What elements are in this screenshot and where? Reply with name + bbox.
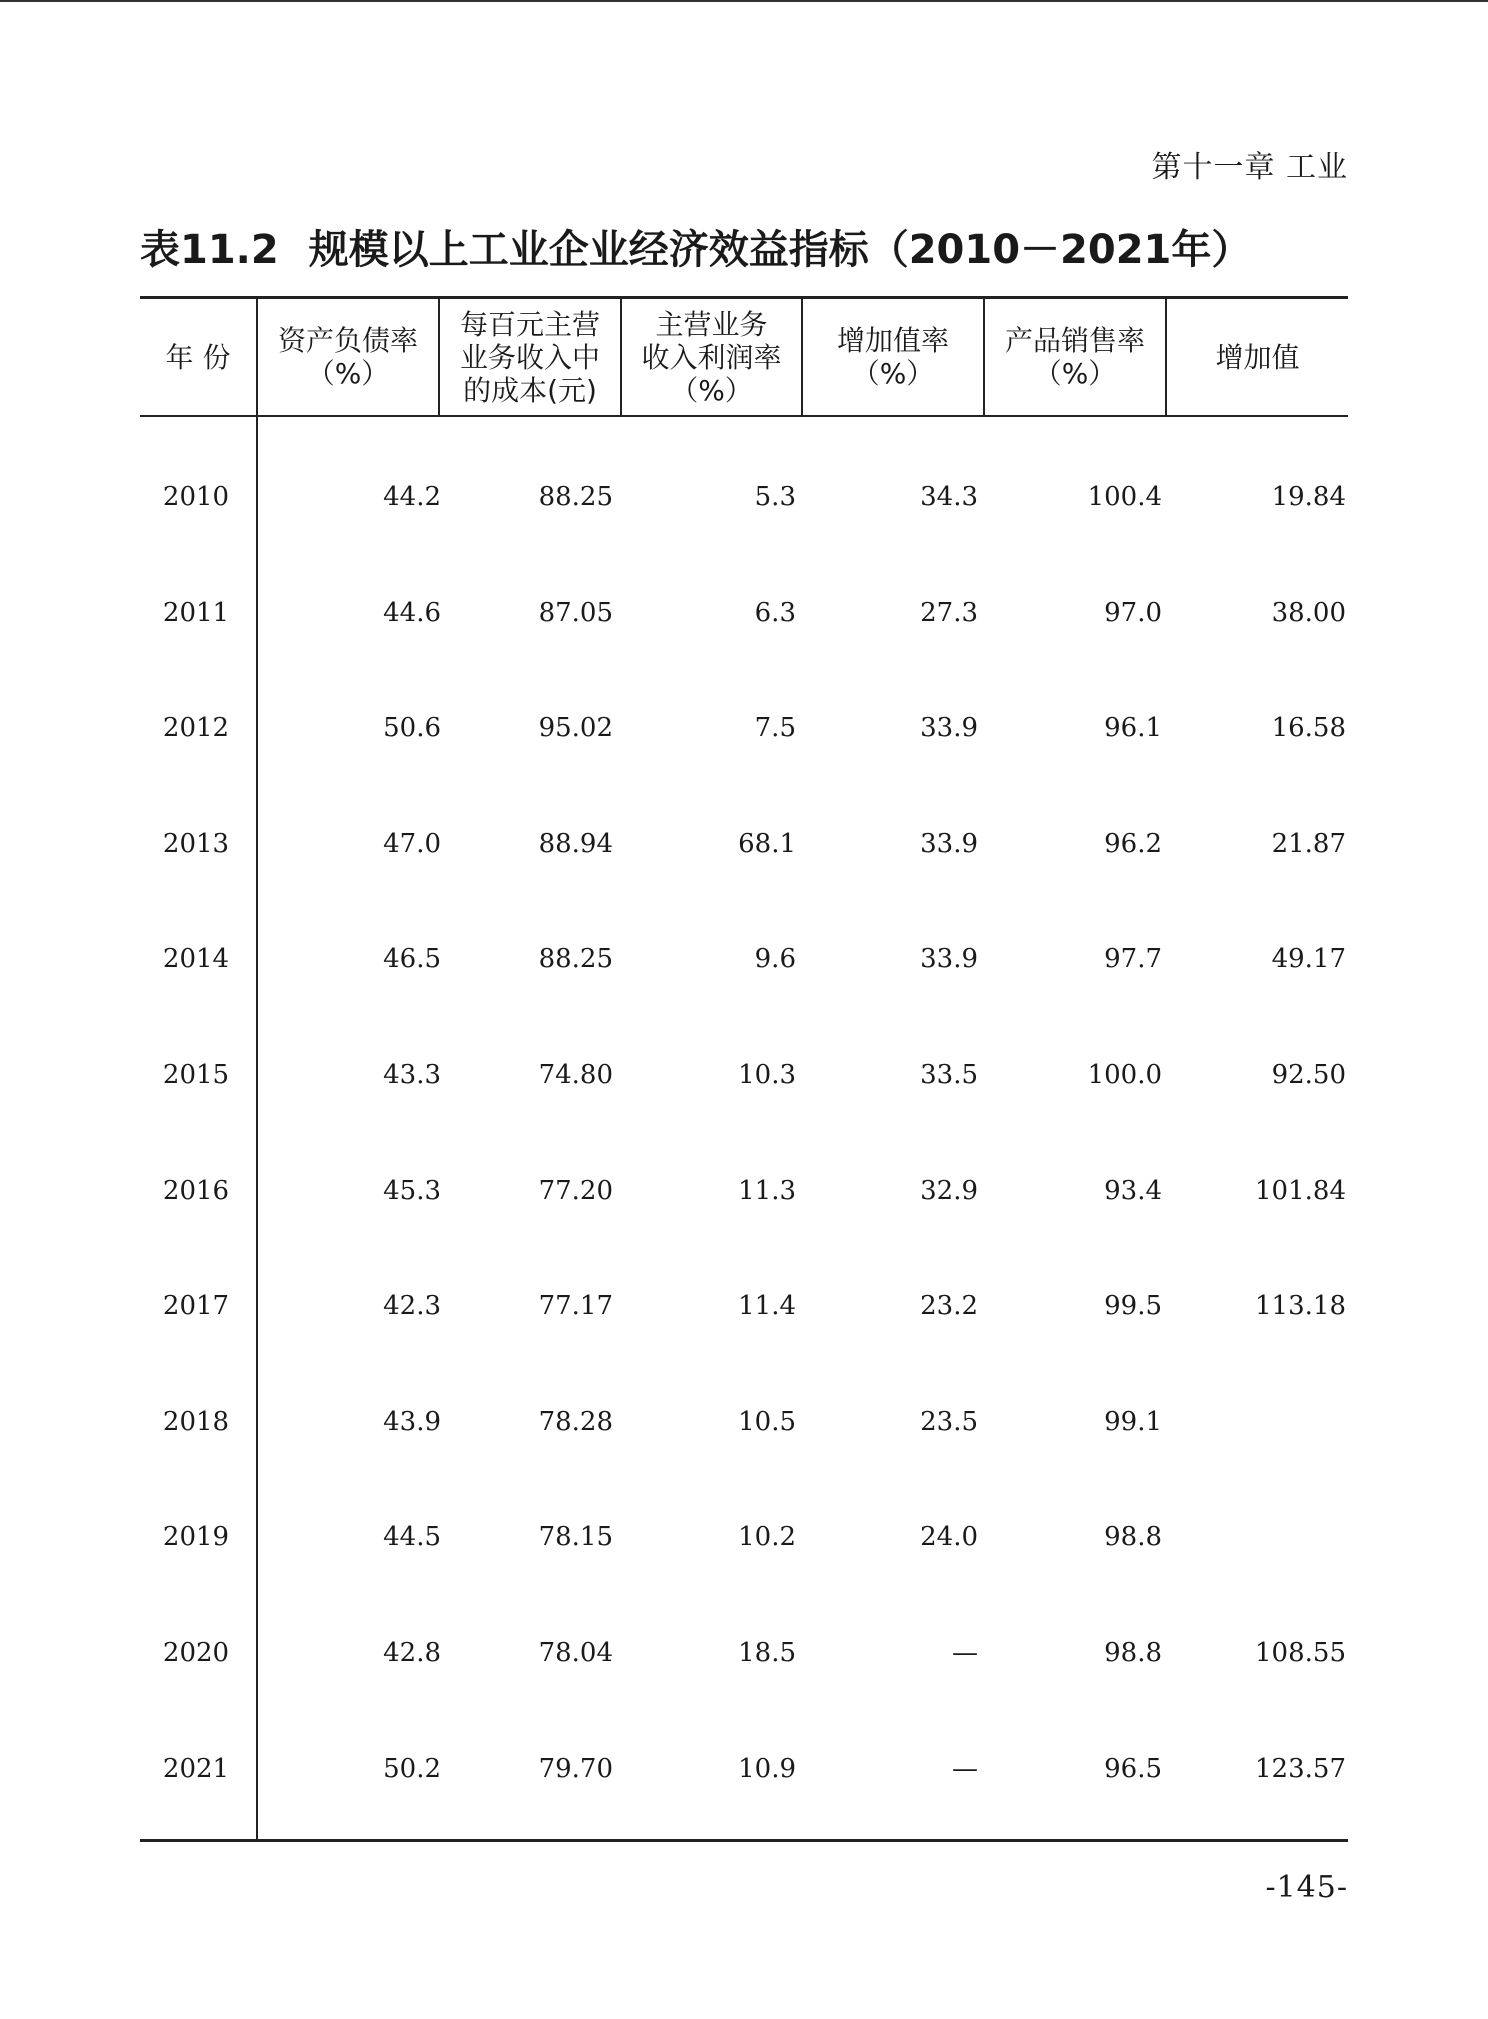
- profit-margin-cell: 6.3: [754, 598, 796, 628]
- profit-margin-cell: 7.5: [754, 713, 796, 743]
- year-cell: 2019: [162, 1522, 230, 1552]
- value-added-cell: 16.58: [1271, 713, 1346, 743]
- profit-margin-cell: 10.9: [738, 1754, 796, 1784]
- table-row: [140, 1633, 1348, 1673]
- debt-ratio-cell: 43.9: [383, 1407, 441, 1437]
- value-added-cell: 49.17: [1271, 944, 1346, 974]
- cost-cell: 88.94: [538, 829, 613, 859]
- table-row: [140, 1749, 1348, 1789]
- sales-rate-cell: 96.5: [1104, 1754, 1162, 1784]
- value-added-cell: 108.55: [1255, 1638, 1346, 1668]
- table-row: [140, 1517, 1348, 1557]
- profit-margin-cell: 68.1: [738, 829, 796, 859]
- debt-ratio-cell: 42.3: [383, 1291, 441, 1321]
- cost-cell: 78.28: [538, 1407, 613, 1437]
- sales-rate-cell: 97.7: [1104, 944, 1162, 974]
- value-added-cell: 21.87: [1271, 829, 1346, 859]
- year-cell: 2016: [162, 1176, 230, 1206]
- sales-rate-cell: 99.5: [1104, 1291, 1162, 1321]
- sales-rate-cell: 96.2: [1104, 829, 1162, 859]
- year-cell: 2010: [162, 482, 230, 512]
- cost-cell: 78.15: [538, 1522, 613, 1552]
- profit-margin-cell: 11.4: [738, 1291, 796, 1321]
- column-header-debt-ratio: 资产负债率 （%）: [277, 324, 418, 390]
- value-added-rate-cell: 33.9: [920, 944, 978, 974]
- column-header-sales-rate: 产品销售率 （%）: [1004, 324, 1145, 390]
- sales-rate-cell: 99.1: [1104, 1407, 1162, 1437]
- year-cell: 2017: [162, 1291, 230, 1321]
- cost-cell: 87.05: [538, 598, 613, 628]
- value-added-rate-cell: 32.9: [920, 1176, 978, 1206]
- column-header-value-added-rate: 增加值率 （%）: [836, 324, 949, 390]
- debt-ratio-cell: 43.3: [383, 1060, 441, 1090]
- debt-ratio-cell: 47.0: [383, 829, 441, 859]
- column-header-value-added: 增加值: [1215, 340, 1300, 374]
- year-cell: 2013: [162, 829, 230, 859]
- value-added-cell: 19.84: [1271, 482, 1346, 512]
- value-added-rate-cell: 33.9: [920, 713, 978, 743]
- sales-rate-cell: 98.8: [1104, 1638, 1162, 1668]
- cost-cell: 77.17: [538, 1291, 613, 1321]
- year-cell: 2012: [162, 713, 230, 743]
- value-added-cell: 38.00: [1271, 598, 1346, 628]
- table-row: [140, 1286, 1348, 1326]
- column-header-cost-per-hundred: 每百元主营 业务收入中 的成本(元): [459, 307, 600, 407]
- cost-cell: 77.20: [538, 1176, 613, 1206]
- column-header-profit-margin: 主营业务 收入利润率 （%）: [641, 307, 782, 407]
- sales-rate-cell: 96.1: [1104, 713, 1162, 743]
- debt-ratio-cell: 46.5: [383, 944, 441, 974]
- value-added-rate-cell: —: [952, 1638, 978, 1668]
- table-row: [140, 1055, 1348, 1095]
- column-header-year: 年 份: [165, 340, 231, 374]
- table-number: 表11.2: [140, 227, 279, 273]
- year-cell: 2014: [162, 944, 230, 974]
- sales-rate-cell: 93.4: [1104, 1176, 1162, 1206]
- profit-margin-cell: 18.5: [738, 1638, 796, 1668]
- year-cell: 2021: [162, 1754, 230, 1784]
- table-row: [140, 477, 1348, 517]
- cost-cell: 78.04: [538, 1638, 613, 1668]
- value-added-cell: 123.57: [1255, 1754, 1346, 1784]
- table-row: [140, 939, 1348, 979]
- data-table: [140, 296, 1348, 1842]
- debt-ratio-cell: 44.2: [383, 482, 441, 512]
- table-row: [140, 1402, 1348, 1442]
- value-added-rate-cell: 23.2: [920, 1291, 978, 1321]
- year-cell: 2011: [162, 598, 230, 628]
- value-added-cell: 101.84: [1255, 1176, 1346, 1206]
- debt-ratio-cell: 50.6: [383, 713, 441, 743]
- value-added-rate-cell: 27.3: [920, 598, 978, 628]
- table-bottom-rule: [140, 1839, 1348, 1842]
- profit-margin-cell: 11.3: [738, 1176, 796, 1206]
- profit-margin-cell: 9.6: [754, 944, 796, 974]
- debt-ratio-cell: 44.6: [383, 598, 441, 628]
- value-added-rate-cell: 34.3: [920, 482, 978, 512]
- value-added-rate-cell: 33.5: [920, 1060, 978, 1090]
- debt-ratio-cell: 42.8: [383, 1638, 441, 1668]
- cost-cell: 95.02: [538, 713, 613, 743]
- table-title-text: 规模以上工业企业经济效益指标（2010－2021年）: [308, 227, 1252, 273]
- sales-rate-cell: 100.4: [1087, 482, 1162, 512]
- profit-margin-cell: 5.3: [754, 482, 796, 512]
- cost-cell: 88.25: [538, 482, 613, 512]
- value-added-cell: [1186, 1402, 1346, 1442]
- value-added-rate-cell: 23.5: [920, 1407, 978, 1437]
- year-cell: 2020: [162, 1638, 230, 1668]
- profit-margin-cell: 10.5: [738, 1407, 796, 1437]
- table-row: [140, 1171, 1348, 1211]
- sales-rate-cell: 97.0: [1104, 598, 1162, 628]
- table-row: [140, 824, 1348, 864]
- value-added-rate-cell: —: [952, 1754, 978, 1784]
- value-added-rate-cell: 24.0: [920, 1522, 978, 1552]
- table-row: [140, 708, 1348, 748]
- table-row: [140, 593, 1348, 633]
- sales-rate-cell: 100.0: [1087, 1060, 1162, 1090]
- value-added-cell: [1186, 1517, 1346, 1557]
- year-cell: 2018: [162, 1407, 230, 1437]
- value-added-cell: 92.50: [1271, 1060, 1346, 1090]
- profit-margin-cell: 10.2: [738, 1522, 796, 1552]
- cost-cell: 88.25: [538, 944, 613, 974]
- table-title: [140, 218, 1251, 275]
- year-cell: 2015: [162, 1060, 230, 1090]
- page-top-border: [0, 0, 1488, 2]
- value-added-cell: 113.18: [1255, 1291, 1346, 1321]
- sales-rate-cell: 98.8: [1104, 1522, 1162, 1552]
- profit-margin-cell: 10.3: [738, 1060, 796, 1090]
- debt-ratio-cell: 45.3: [383, 1176, 441, 1206]
- cost-cell: 74.80: [538, 1060, 613, 1090]
- chapter-header: 第十一章 工业: [1151, 150, 1348, 185]
- cost-cell: 79.70: [538, 1754, 613, 1784]
- debt-ratio-cell: 50.2: [383, 1754, 441, 1784]
- value-added-rate-cell: 33.9: [920, 829, 978, 859]
- debt-ratio-cell: 44.5: [383, 1522, 441, 1552]
- page-number: -145-: [1265, 1870, 1348, 1905]
